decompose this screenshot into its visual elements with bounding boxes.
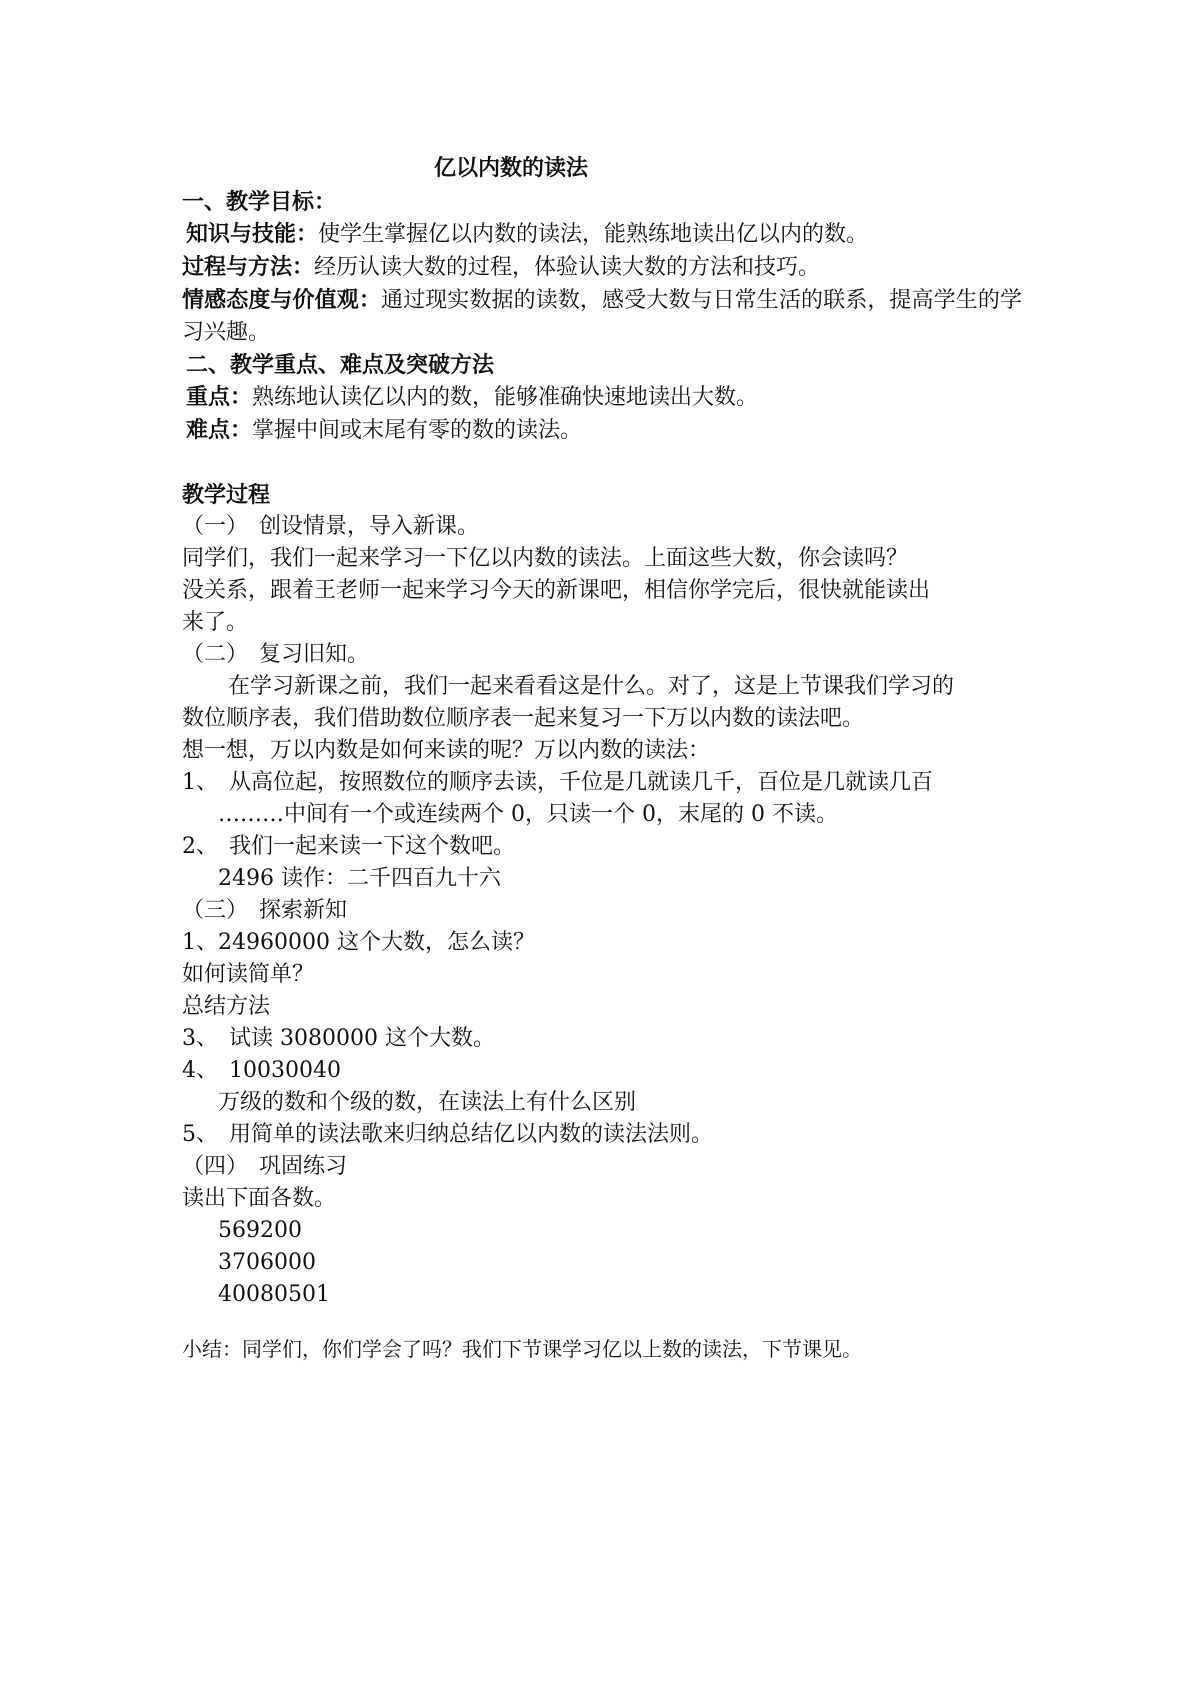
objective-knowledge bbox=[182, 218, 1022, 251]
page-title: 亿以内数的读法 bbox=[434, 155, 589, 181]
objective-process-text: 经历认读大数的过程，体验认读大数的方法和技巧。 bbox=[314, 255, 821, 280]
section-3-heading: （三） 探索新知 bbox=[182, 898, 348, 923]
list-item: 1、 从高位起，按照数位的顺序去读，千位是几就读几千，百位是几就读几百 bbox=[182, 770, 933, 795]
list-item: 5、 用简单的读法歌来归纳总结亿以内数的读法法则。 bbox=[182, 1122, 713, 1147]
section-1-paragraph: 没关系，跟着王老师一起来学习今天的新课吧，相信你学完后，很快就能读出 bbox=[182, 578, 931, 603]
section-1-paragraph: 来了。 bbox=[182, 610, 249, 635]
keypoint-difficulty bbox=[182, 414, 1022, 447]
list-item: 2、 我们一起来读一下这个数吧。 bbox=[182, 834, 515, 859]
list-item: 4、 10030040 bbox=[182, 1058, 341, 1083]
objective-process bbox=[182, 251, 1022, 284]
practice-number: 40080501 bbox=[218, 1282, 330, 1307]
section-2-paragraph: 想一想，万以内数是如何来读的呢？万以内数的读法： bbox=[182, 738, 711, 763]
list-item: 3、 试读 3080000 这个大数。 bbox=[182, 1026, 495, 1051]
objective-emotion bbox=[182, 284, 1022, 349]
example-line: 2496 读作：二千四百九十六 bbox=[218, 866, 501, 891]
section-3-line: 总结方法 bbox=[182, 994, 271, 1019]
objective-emotion-text: 通过现实数据的读数，感受大数与日常生活的联系，提高学生的学习兴趣。 bbox=[182, 288, 1022, 345]
lesson-plan bbox=[182, 152, 1022, 1365]
spacer bbox=[182, 1311, 1022, 1333]
keypoints-heading: 二、教学重点、难点及突破方法 bbox=[186, 352, 495, 378]
keypoint-difficulty-label: 难点： bbox=[186, 417, 253, 443]
objective-knowledge-text: 使学生掌握亿以内数的读法，能熟练地读出亿以内的数。 bbox=[318, 222, 869, 247]
keypoint-focus bbox=[182, 381, 1022, 414]
keypoint-focus-label: 重点： bbox=[186, 384, 253, 410]
section-2-paragraph: 在学习新课之前，我们一起来看看这是什么。对了，这是上节课我们学习的 bbox=[228, 674, 955, 699]
summary: 小结：同学们，你们学会了吗？我们下节课学习亿以上数的读法，下节课见。 bbox=[182, 1337, 862, 1361]
section-4-prompt: 读出下面各数。 bbox=[182, 1186, 337, 1211]
keypoint-difficulty-text: 掌握中间或末尾有零的数的读法。 bbox=[252, 418, 583, 443]
list-item-continuation: 万级的数和个级的数，在读法上有什么区别 bbox=[218, 1090, 637, 1115]
list-item: 1、24960000 这个大数，怎么读？ bbox=[182, 930, 535, 955]
section-2-heading: （二） 复习旧知。 bbox=[182, 642, 370, 667]
section-3-line: 如何读简单？ bbox=[182, 962, 315, 987]
objective-process-label: 过程与方法： bbox=[182, 254, 315, 280]
objective-emotion-label: 情感态度与价值观： bbox=[182, 287, 381, 313]
practice-number: 3706000 bbox=[218, 1250, 316, 1275]
spacer bbox=[182, 447, 1022, 479]
practice-number: 569200 bbox=[218, 1218, 302, 1243]
keypoint-focus-text: 熟练地认读亿以内的数，能够准确快速地读出大数。 bbox=[252, 385, 759, 410]
process-heading: 教学过程 bbox=[182, 482, 271, 508]
list-item-continuation: ………中间有一个或连续两个 0，只读一个 0，末尾的 0 不读。 bbox=[218, 802, 838, 827]
objectives-heading: 一、教学目标： bbox=[182, 189, 337, 215]
section-1-paragraph: 同学们，我们一起来学习一下亿以内数的读法。上面这些大数，你会读吗？ bbox=[182, 546, 909, 571]
section-2-paragraph: 数位顺序表，我们借助数位顺序表一起来复习一下万以内数的读法吧。 bbox=[182, 706, 865, 731]
section-4-heading: （四） 巩固练习 bbox=[182, 1154, 348, 1179]
section-1-heading: （一） 创设情景，导入新课。 bbox=[182, 514, 480, 539]
objective-knowledge-label: 知识与技能： bbox=[186, 221, 319, 247]
